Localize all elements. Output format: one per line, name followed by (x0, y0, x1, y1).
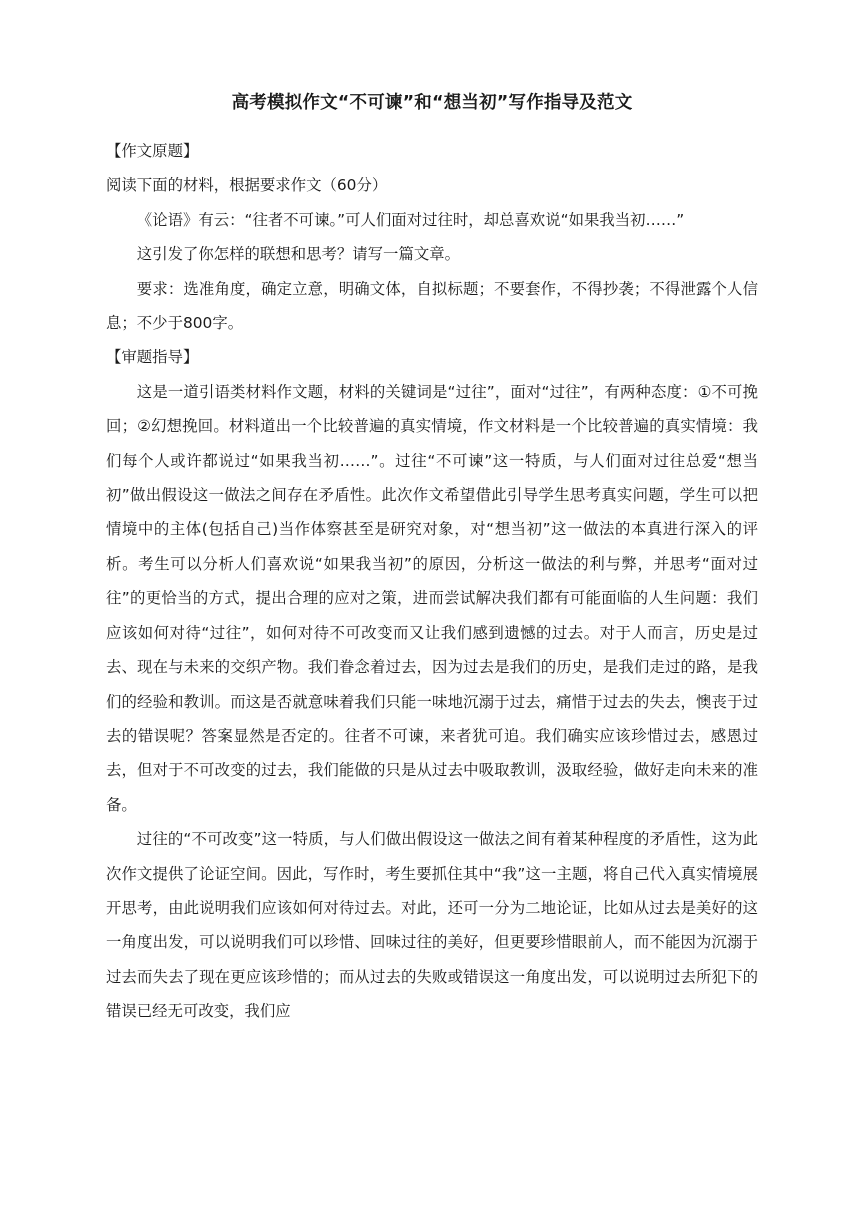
guide-paragraph-2: 过往的“不可改变”这一特质，与人们做出假设这一做法之间有着某种程度的矛盾性，这为此次作文提供了论证空间。因此，写作时，考生要抓住其中“我”这一主题，将自己代入真实情境展开思考，由此说明我们应该如何对待过去。对此，还可一分为二地论证，比如从过去是美好的这一角度出发，可以说明我们可以珍惜、回味过往的美好，但更要珍惜眼前人，而不能因为沉溺于过去而失去了现在更应该珍惜的；而从过去的失败或错误这一角度出发，可以说明过去所犯下的错误已经无可改变，我们应 (106, 830, 758, 1021)
document-title: 高考模拟作文“不可谏”和“想当初”写作指导及范文 (231, 93, 633, 113)
document-page (106, 86, 758, 1029)
section-guide-heading: 【审题指导】 (106, 348, 199, 367)
section-prompt-heading: 【作文原题】 (106, 142, 199, 160)
prompt-intro: 阅读下面的材料，根据要求作文（60分） (106, 176, 388, 195)
prompt-quote: 《论语》有云：“往者不可谏。”可人们面对过往时，却总喜欢说“如果我当初……” (136, 210, 685, 229)
prompt-requirements: 要求：选准角度，确定立意，明确文体，自拟标题；不要套作，不得抄袭；不得泄露个人信息；不少于800字。 (106, 279, 758, 333)
prompt-question: 这引发了你怎样的联想和思考？请写一篇文章。 (136, 245, 461, 264)
guide-paragraph-1: 这是一道引语类材料作文题，材料的关键词是“过往”，面对“过往”，有两种态度：①不可挽回；②幻想挽回。材料道出一个比较普遍的真实情境，作文材料是一个比较普遍的真实情境：我们每个人或许都说过“如果我当初……”。过往“不可谏”这一特质，与人们面对过往总爱“想当初”做出假设这一做法之间存在矛盾性。此次作文希望借此引导学生思考真实问题，学生可以把情境中的主体(包括自己)当作体察甚至是研究对象，对“想当初”这一做法的本真进行深入的评析。考生可以分析人们喜欢说“如果我当初”的原因，分析这一做法的利与弊，并思考“面对过往”的更恰当的方式，提出合理的应对之策，进而尝试解决我们都有可能面临的人生问题：我们应该如何对待“过往”，如何对待不可改变而又让我们感到遗憾的过去。对于人而言，历史是过去、现在与未来的交织产物。我们眷念着过去，因为过去是我们的历史，是我们走过的路，是我们的经验和教训。而这是否就意味着我们只能一味地沉溺于过去，痛惜于过去的失去，懊丧于过去的错误呢？答案显然是否定的。往者不可谏，来者犹可追。我们确实应该珍惜过去，感恩过去，但对于不可改变的过去，我们能做的只是从过去中吸取教训，汲取经验，做好走向未来的准备。 (106, 382, 758, 814)
